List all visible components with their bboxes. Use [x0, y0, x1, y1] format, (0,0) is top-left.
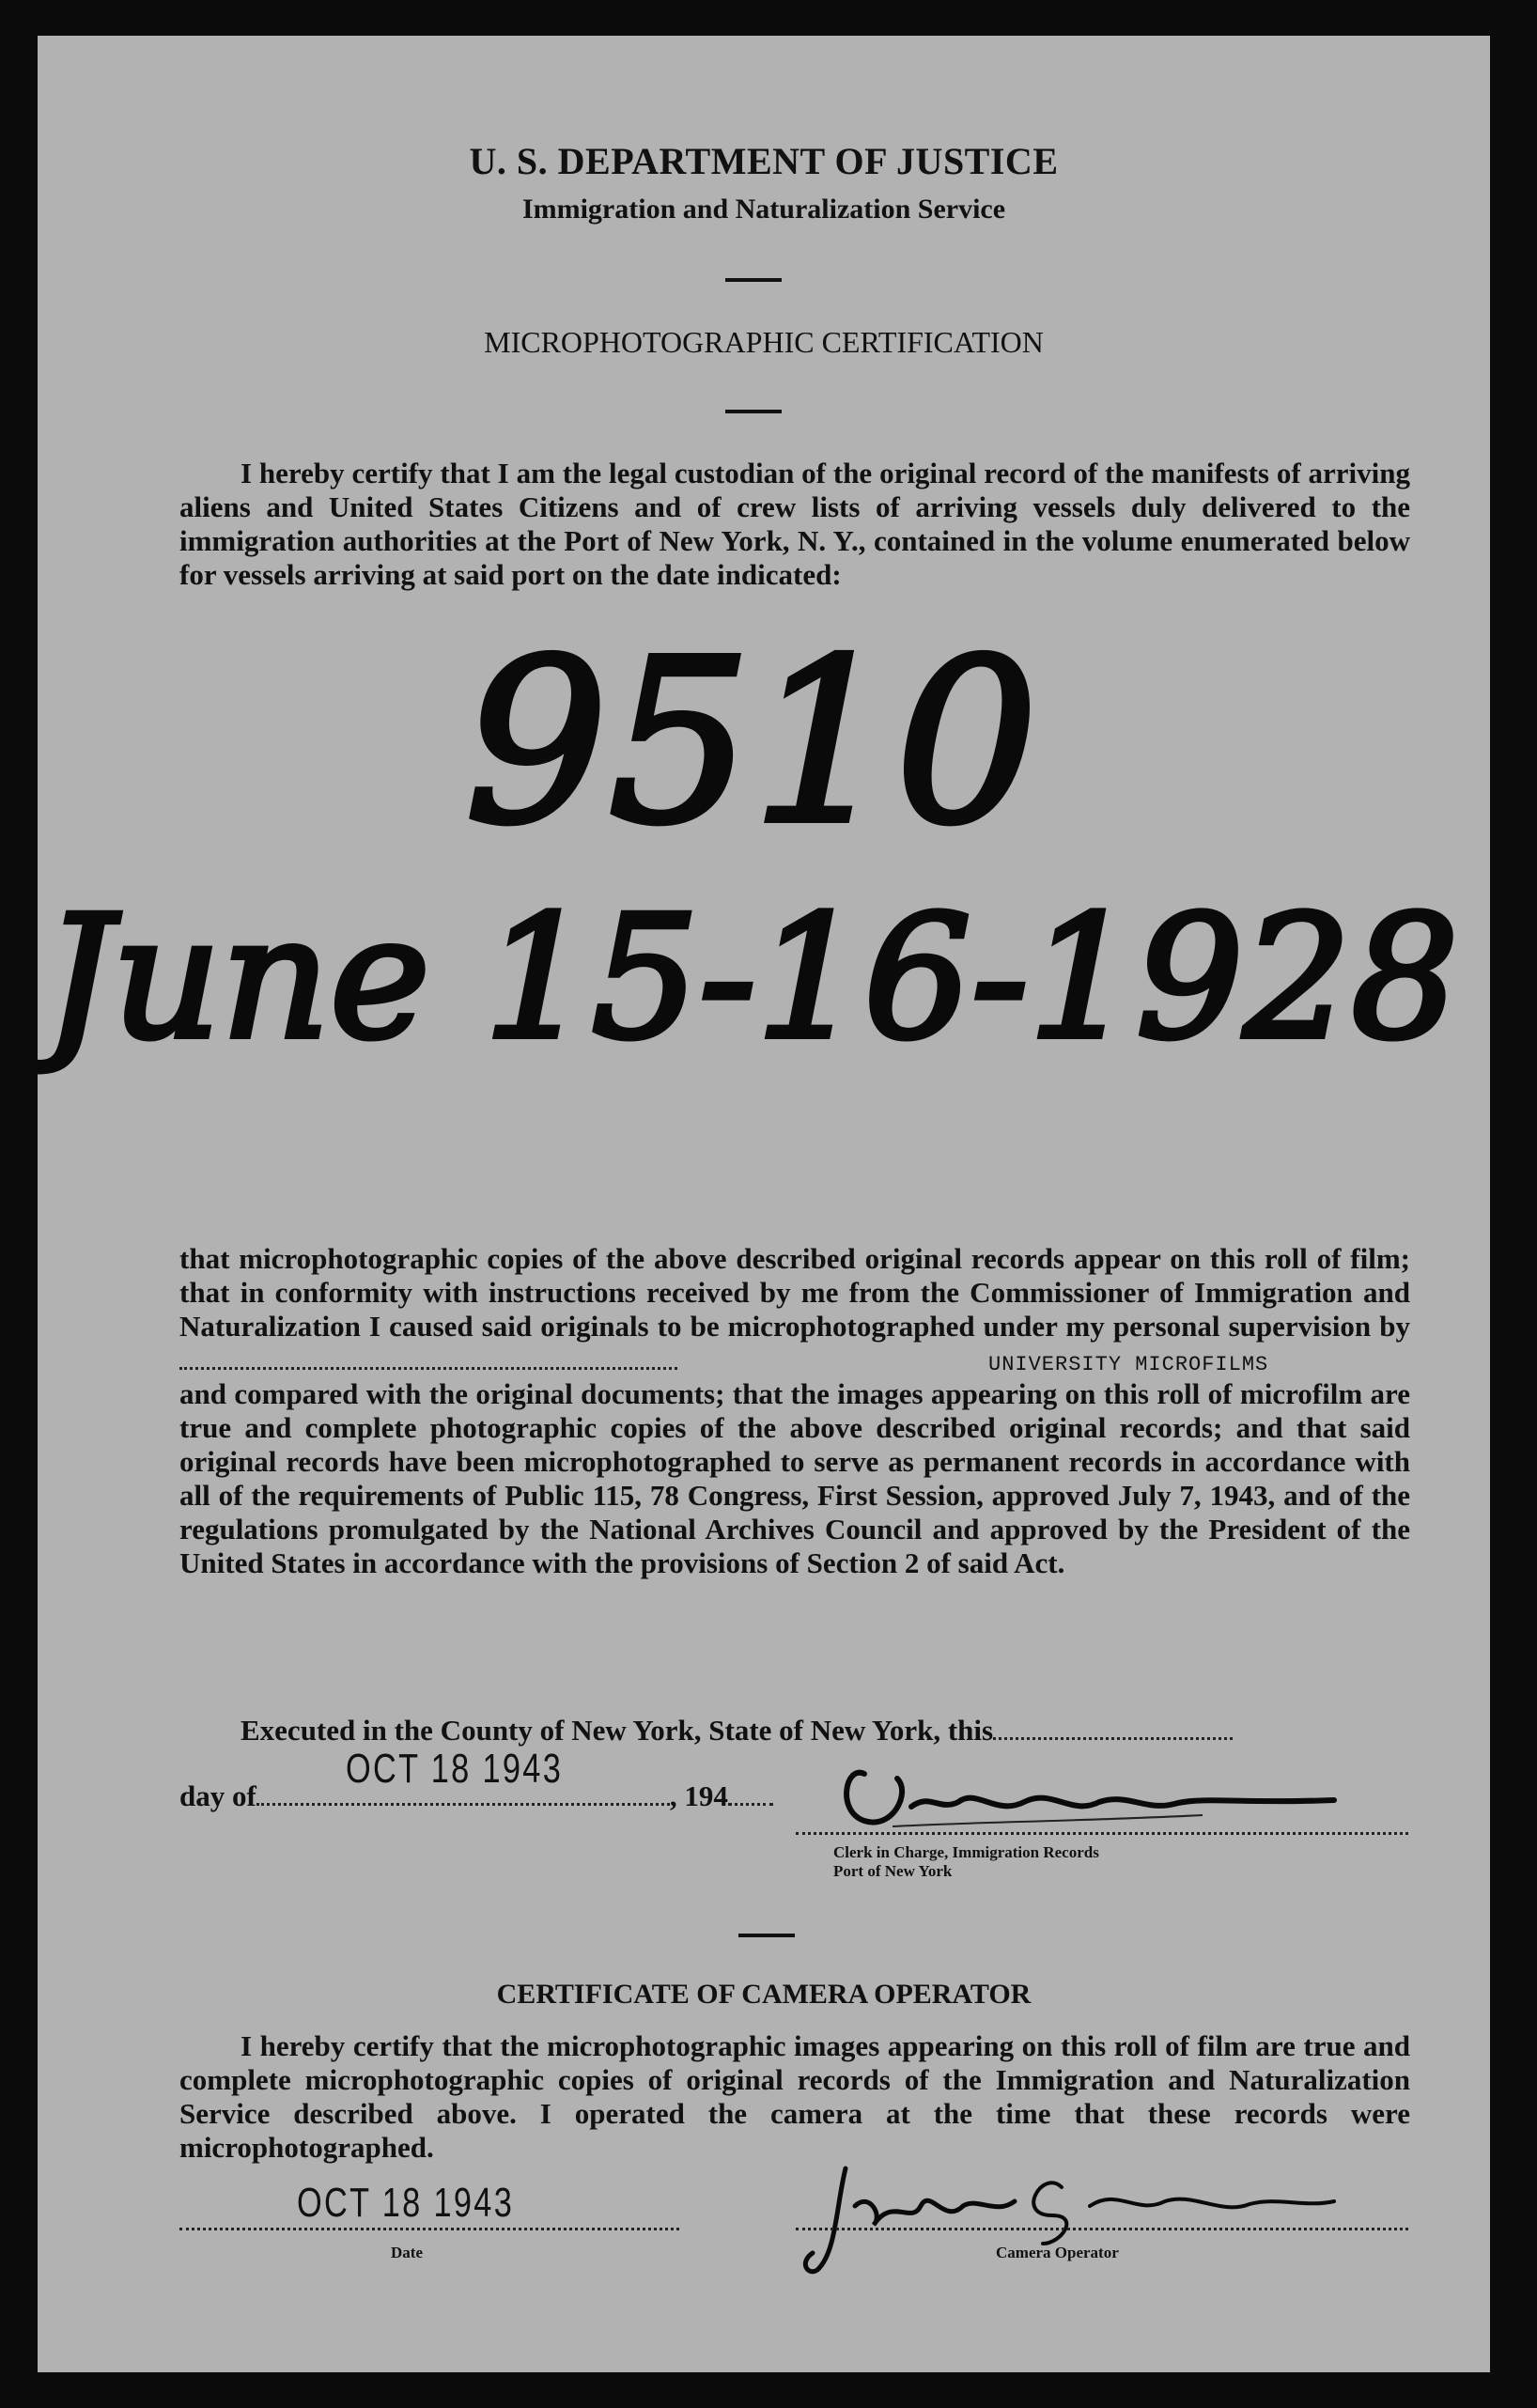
body-part2: and compared with the original documents; that the images appearing on this roll of microfilm are true and complete photographic copies of the above described original records; and that said original records have been microphotographed to serve as permanent records in accordance with all of the requirements of Public 115, 78 Congress, First Session, approved July 7, 1943, and of the regulations promulgated by the National Archives Council and approved by the President of the United States in accordance with the provisions of Section 2 of said Act.	[179, 1377, 1410, 1579]
date-label: Date	[391, 2244, 423, 2261]
camera-operator-text: I hereby certify that the microphotographic images appearing on this roll of film are true and complete microphotographic copies of original records of the Immigration and Naturalization Service described above. I operated the camera at the time that these records were microphotographed.	[179, 2029, 1410, 2164]
operator-signature-line	[796, 2228, 1408, 2230]
divider	[738, 1934, 795, 1937]
handwritten-volume-and-date	[38, 581, 1490, 1163]
divider	[725, 410, 782, 413]
clerk-port: Port of New York	[833, 1862, 953, 1880]
microfilmer-name: UNIVERSITY MICROFILMS	[988, 1353, 1269, 1376]
service-heading: Immigration and Naturalization Service	[521, 194, 1006, 225]
operator-label: Camera Operator	[996, 2244, 1119, 2261]
handwritten-date: June 15-16-1928	[44, 880, 1459, 1077]
date-line	[179, 2228, 679, 2230]
certificate-page	[38, 36, 1490, 2372]
operator-signature	[780, 2150, 1419, 2291]
body-part1: that microphotographic copies of the above described original records appear on this roll of film; that in conformity with instructions received by me from the Commissioner of Immigration and Naturalization I caused said originals to be microphotographed under my personal supervision by	[179, 1242, 1410, 1343]
executed-line: Executed in the County of New York, State of New York, this	[241, 1714, 1233, 1748]
operator-date-stamp: OCT 18 1943	[297, 2180, 515, 2226]
microfilmer-line	[179, 1367, 677, 1370]
clerk-title: Clerk in Charge, Immigration Records	[833, 1843, 1099, 1861]
clerk-signature-line	[796, 1832, 1408, 1835]
camera-operator-title: CERTIFICATE OF CAMERA OPERATOR	[496, 1979, 1032, 2010]
certification-intro: I hereby certify that I am the legal custodian of the original record of the manifests of arriving aliens and United States Citizens and of crew lists of arriving vessels duly delivered to the immigration authorities at the Port of New York, N. Y., contained in the volume enumerated below for vessels arriving at said port on the date indicated:	[179, 457, 1410, 591]
certification-title: MICROPHOTOGRAPHIC CERTIFICATION	[484, 325, 1044, 359]
department-heading: U. S. DEPARTMENT OF JUSTICE	[469, 140, 1059, 182]
day-stamp: OCT 18 1943	[346, 1746, 564, 1792]
day-of-line: day of , 194	[179, 1779, 773, 1813]
certification-body	[179, 1242, 1410, 1580]
handwritten-volume: 9510	[464, 611, 1039, 874]
divider	[725, 278, 782, 282]
